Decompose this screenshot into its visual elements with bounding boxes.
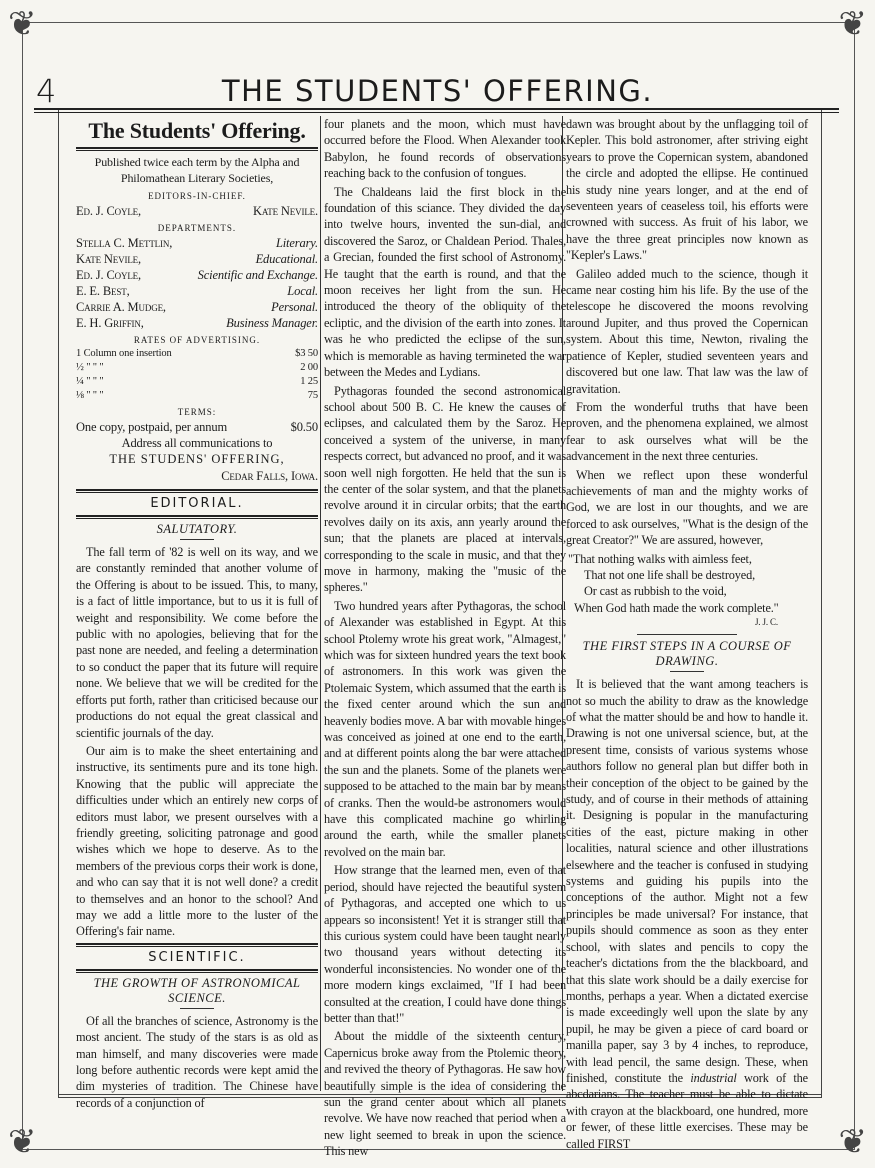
scientific-heading: SCIENTIFIC.	[148, 949, 246, 965]
rate-size: ⅛ " " "	[76, 389, 104, 401]
address-line: Address all communications to	[121, 435, 273, 450]
article-heading: THE GROWTH OF ASTRONOMICAL SCIENCE.	[93, 975, 301, 1005]
column-3	[566, 116, 808, 1154]
paragraph: Two hundred years after Pythagoras, the school of Alexander was established in Egypt. At this school Ptolemy wrote his great work, "Almagest," which was for sixteen hundred years the text book of astronomers. In this work was given the Ptolemaic System, which assumed that the earth is the fixed center around which the sun and heavenly bodies move. A bar with movable hinges was conceived as joined at one end to the earth, and at different points along the bar were attached the sun and the planets. Some of the planets were supposed to be attached to the main bar by means of cranks. Then the would-be astronomers would have this complicated machine go whirling around the earth, while the smaller planets revolved on the main bar.	[324, 598, 566, 859]
rate-size: ¼ " " "	[76, 375, 104, 387]
paragraph: The Chaldeans laid the first block in the foundation of this sciance. They divided the day into twelve hours, invented the sun-dial, and discovered the Saroz, or Chaldean Period. Thales, a Grecian, founded the first school of Astronomy. He taught that the earth is round, and that the moon receives her light from the sun. He introduced the theory of the obliquity of the ecliptic, and the division of the earth into zones. It was he who predicted the eclipse of the sun, which is memorable as having termineted the war between the Medes and Lydians.	[324, 184, 566, 380]
rule	[76, 147, 318, 151]
rule	[180, 539, 214, 540]
rate-price: $3 50	[295, 347, 318, 359]
dept-editor: Kate Nevile,	[76, 251, 141, 266]
terms-row	[76, 419, 318, 435]
salutatory-heading: SALUTATORY.	[156, 522, 238, 537]
paragraph: The fall term of '82 is well on its way, and we are constantly reminded that another volume of the Offering is about to be issued. This, to many, is a fact of little importance, but to us it is full of weight and responsibility. We come before the public with no apologies, believing that for the past none are needed, and feeling a determination to so conduct the paper that its future will require none. We believe that we will be credited for the efforts put forth, rather than criticised because our productions do not equal the great classical and scientific journals of the day.	[76, 545, 318, 740]
department-row	[76, 267, 318, 283]
department-row	[76, 235, 318, 251]
editor-name: Kate Nevile.	[253, 203, 318, 218]
text: work of the abcdarians. The teacher must be able to dictate with crayon at the blackboard, one hundred, more or fewer, of these little exercises. These may be called FIRST	[566, 1070, 808, 1151]
rate-row	[76, 361, 318, 375]
rule	[76, 943, 318, 947]
dept-editor: Carrie A. Mudge,	[76, 299, 166, 314]
dept-editor: Ed. J. Coyle,	[76, 267, 142, 282]
verse-line: That not one life shall be destroyed,	[584, 567, 755, 582]
editor-name: Ed. J. Coyle,	[76, 203, 142, 218]
dept-name: Local.	[287, 283, 318, 298]
dept-name: Business Manager.	[226, 315, 318, 330]
verse-line: When God hath made the work complete."	[574, 600, 779, 615]
corner-ornament-icon: ❦	[838, 1124, 867, 1161]
corner-ornament-icon: ❦	[8, 1124, 37, 1161]
rate-row	[76, 389, 318, 403]
address-name: THE STUDENS' OFFERING,	[109, 452, 285, 467]
column-2	[324, 116, 566, 1162]
column-divider	[320, 116, 321, 1091]
department-row	[76, 315, 318, 331]
paragraph: Galileo added much to the science, though it came near costing him his life. By the use of the telescope he discovered the moons revolving around Jupiter, and thus proved the Copernican system. About this time, Newton, rivaling the patience of Kepler, studied seventeen years and discovered but one law. That law was the law of gravitation.	[566, 266, 808, 396]
paragraph: Pythagoras founded the second astronomical school about 500 B. C. He knew the causes of eclipses, and calculated them by the Saroz. He conceived a system of the universe, in many respects correct, but advanced no proof, and it was soon well nigh forgotten. He held that the sun is the center of the solar system, and that the planets revolve around it in circular orbits; that the earth revolves daily on its axis, ann yearly around the sun; that the planets are placed at intervals, corresponding to the scale in music, and that they move in harmony, making the "music of the spheres."	[324, 383, 566, 595]
department-row	[76, 283, 318, 299]
rule	[180, 1008, 214, 1009]
editorial-heading: EDITORIAL.	[150, 496, 244, 512]
masthead: THE STUDENTS' OFFERING.	[221, 74, 654, 108]
rule	[76, 489, 318, 493]
rule	[637, 634, 737, 635]
paragraph: dawn was brought about by the unflagging toil of Kepler. This bold astronomer, after striving eight years to prove the Copernican system, abandoned the circle and adopted the ellipse. He continued his study nine years longer, and at the end of seventeen years of ceaseless toil, his efforts were crowned with success. As fruit of his labor, we have the three great principles now known as "Kepler's Laws."	[566, 117, 808, 263]
editors-heading: EDITORS-IN-CHIEF.	[148, 190, 246, 201]
departments-heading: DEPARTMENTS.	[157, 222, 237, 233]
editors-row	[76, 203, 318, 219]
terms-text: One copy, postpaid, per annum	[76, 419, 228, 434]
published-note: Published twice each term by the Alpha and Philomathean Literary Societies,	[94, 155, 300, 186]
address-city: Cedar Falls, Iowa.	[221, 468, 318, 483]
rate-size: 1 Column one insertion	[76, 347, 172, 359]
rate-row	[76, 347, 318, 361]
rate-price: 1 25	[300, 375, 318, 387]
page-number: 4	[36, 72, 57, 110]
text: It is believed that the want among teachers is not so much the ability to draw as the knowledge of what the matter should be and how to handle it. Drawing is not one universal science, but, at the present time, consists of various systems whose authors follow no general plan but differ both in their conception of the object to be gained by the study, and of course in their methods of attaining it. Designing is popular in the manufacturing cities of the east, picture making in other localities, natural science and other illustrations elsewhere and the teacher is confused in studying systems and guiding his pupils into the conceptions of the author. Might not a few principles be made universal? For instance, that pupils should commence as soon as they enter school, with slates and pencils to copy the teacher's dictations from the the blackboard, and that this slate work should be a daily exercise for months, perhaps a year. When a dictated exercise is made exceedingly well upon the slate by any pupil, he may be given a piece of card board or manilla paper, say 3 by 4 inches, to reproduce, with lead pencil, the same design. These, when finished, constitute the	[566, 677, 808, 1085]
paragraph: How strange that the learned men, even of that period, should have rejected the beautiful system of Pythagoras, and accepted one which to us appears so inconsistent! Yet it is stranger still that this curious system could have been taught nearly two thousand years without detecting its wonderful inconsistencies. No wonder one of the more modern kings exclaimed, "If I had been consulted at the creation, I could have done things better than that!"	[324, 863, 566, 1025]
paper-title: The Students' Offering.	[88, 118, 306, 143]
rule	[76, 515, 318, 519]
rule	[76, 969, 318, 973]
rule	[670, 671, 704, 672]
dept-editor: Stella C. Mettlin,	[76, 235, 173, 250]
terms-heading: TERMS:	[177, 406, 217, 417]
rate-price: 75	[307, 389, 318, 401]
department-row	[76, 299, 318, 315]
paragraph: Our aim is to make the sheet entertaining and instructive, its sentiments pure and its tone high. Knowing that the public will appreciate the difficulties under which an entirely new corps of editors must labor, we present ourselves with a friendly greeting, soliciting patronage and good wishes which we hope to deserve. As to the members of the previous corps their work is done, and who can say that it is not well done? a credit to themselves and an honor to the school? And may we add a little more to the luster of the Offering's fair name.	[76, 743, 318, 939]
emphasis: industrial	[690, 1070, 737, 1085]
dept-name: Personal.	[271, 299, 318, 314]
rate-price: 2 00	[300, 361, 318, 373]
paragraph: When we reflect upon these wonderful achievements of man and the mighty works of God, we are lost in our thoughts, and we are forced to ask ourselves, "What is the design of the great Creator?" We are assured, however,	[566, 467, 808, 548]
column-1	[76, 116, 318, 1113]
article-heading: THE FIRST STEPS IN A COURSE OF DRAWING.	[582, 639, 792, 669]
dept-name: Scientific and Exchange.	[197, 267, 318, 282]
dept-name: Educational.	[255, 251, 318, 266]
paragraph	[566, 676, 808, 1152]
rate-row	[76, 375, 318, 389]
department-row	[76, 251, 318, 267]
rate-size: ½ " " "	[76, 361, 104, 373]
signature: J. J. C.	[754, 617, 778, 628]
terms-price: $0.50	[290, 419, 318, 434]
verse-line: Or cast as rubbish to the void,	[584, 584, 727, 599]
dept-name: Literary.	[275, 235, 318, 250]
corner-ornament-icon: ❦	[8, 6, 37, 43]
corner-ornament-icon: ❦	[838, 6, 867, 43]
paragraph: four planets and the moon, which must have occurred before the Flood. When Alexander took Babylon, he found records of observations reaching back to the confusion of tongues.	[324, 117, 566, 181]
dept-editor: E. E. Best,	[76, 283, 130, 298]
paragraph: About the middle of the sixteenth century, Capernicus broke away from the Ptolemic theory, and revived the theory of Pythagoras. He saw how beautifully simple is the idea of considering the sun the grand center about which all planets revolve. We have now reached that period when a new light seemed to break in upon the science. This new	[324, 1029, 566, 1159]
dept-editor: E. H. Griffin,	[76, 315, 144, 330]
paragraph: Of all the branches of science, Astronomy is the most ancient. The study of the stars is as old as man himself, and many discoveries were made long before authentic records were kept amid the dim mysteries of tradition. The Chinese have records of a conjunction of	[76, 1013, 318, 1110]
header-rule	[34, 108, 839, 113]
rates-heading: RATES OF ADVERTISING.	[133, 334, 261, 345]
verse-line: "That nothing walks with aimless feet,	[568, 551, 752, 566]
paragraph: From the wonderful truths that have been proven, and the phenomena explained, we almost fear to ask ourselves what will be the advancement in the next three centuries.	[566, 399, 808, 464]
